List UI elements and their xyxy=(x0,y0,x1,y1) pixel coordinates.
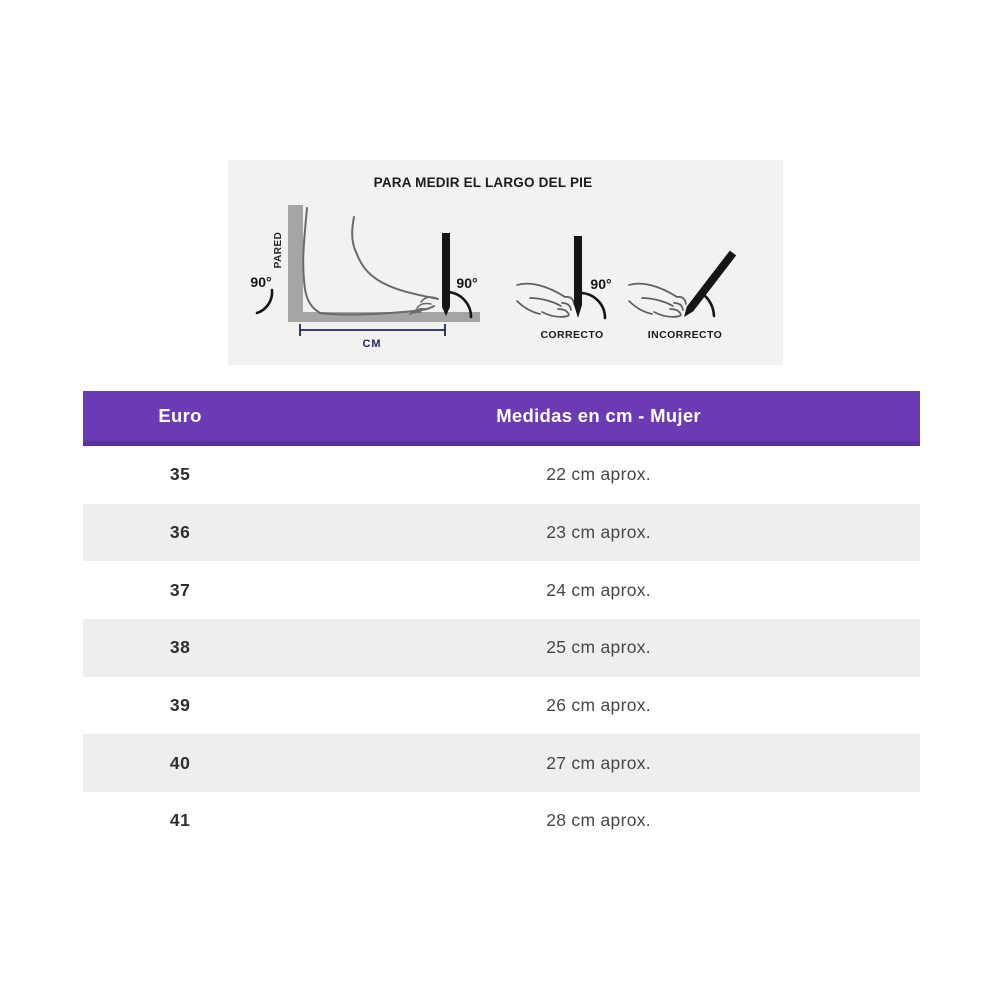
measurement-line xyxy=(300,324,445,336)
foot-measuring-diagram xyxy=(228,160,783,365)
incorrect-label: INCORRECTO xyxy=(647,329,723,341)
measure-value: 24 cm aprox. xyxy=(546,579,651,600)
incorrect-pencil-icon xyxy=(684,251,736,317)
size-value: 35 xyxy=(169,464,191,485)
column-header-medidas: Medidas en cm - Mujer xyxy=(496,405,701,426)
table-row xyxy=(83,734,920,792)
table-header-row xyxy=(83,391,920,446)
size-value: 39 xyxy=(169,695,191,716)
size-value: 41 xyxy=(169,810,191,831)
angle-left-label: 90° xyxy=(250,274,272,290)
size-value: 37 xyxy=(169,579,191,600)
correct-hand-sketch xyxy=(517,284,574,317)
size-value: 40 xyxy=(169,752,191,773)
table-row xyxy=(83,792,920,850)
size-value: 38 xyxy=(169,637,191,658)
table-row xyxy=(83,446,920,504)
size-chart-table xyxy=(83,391,920,850)
wall-bar xyxy=(288,205,303,322)
correct-label: CORRECTO xyxy=(540,329,604,341)
column-header-euro: Euro xyxy=(158,405,202,426)
pencil-icon xyxy=(442,233,450,316)
measure-value: 23 cm aprox. xyxy=(546,522,651,543)
size-value: 36 xyxy=(169,522,191,543)
incorrect-angle-arc xyxy=(704,295,714,316)
measure-value: 26 cm aprox. xyxy=(546,695,651,716)
correct-pencil-icon xyxy=(574,236,582,318)
table-row xyxy=(83,677,920,735)
measure-value: 22 cm aprox. xyxy=(546,464,651,485)
table-row xyxy=(83,561,920,619)
angle-left-arc xyxy=(257,290,272,313)
angle-right-label: 90° xyxy=(456,275,478,291)
foot-outline xyxy=(303,208,438,315)
measure-value: 25 cm aprox. xyxy=(546,637,651,658)
diagram-title: PARA MEDIR EL LARGO DEL PIE xyxy=(373,175,593,190)
cm-label: CM xyxy=(362,338,382,350)
correct-angle-arc xyxy=(580,293,605,318)
wall-label: PARED xyxy=(273,231,284,269)
table-row xyxy=(83,504,920,562)
incorrect-hand-sketch xyxy=(629,284,686,317)
measure-value: 28 cm aprox. xyxy=(546,810,651,831)
table-row xyxy=(83,619,920,677)
measure-value: 27 cm aprox. xyxy=(546,752,651,773)
angle-correct-label: 90° xyxy=(590,276,612,292)
